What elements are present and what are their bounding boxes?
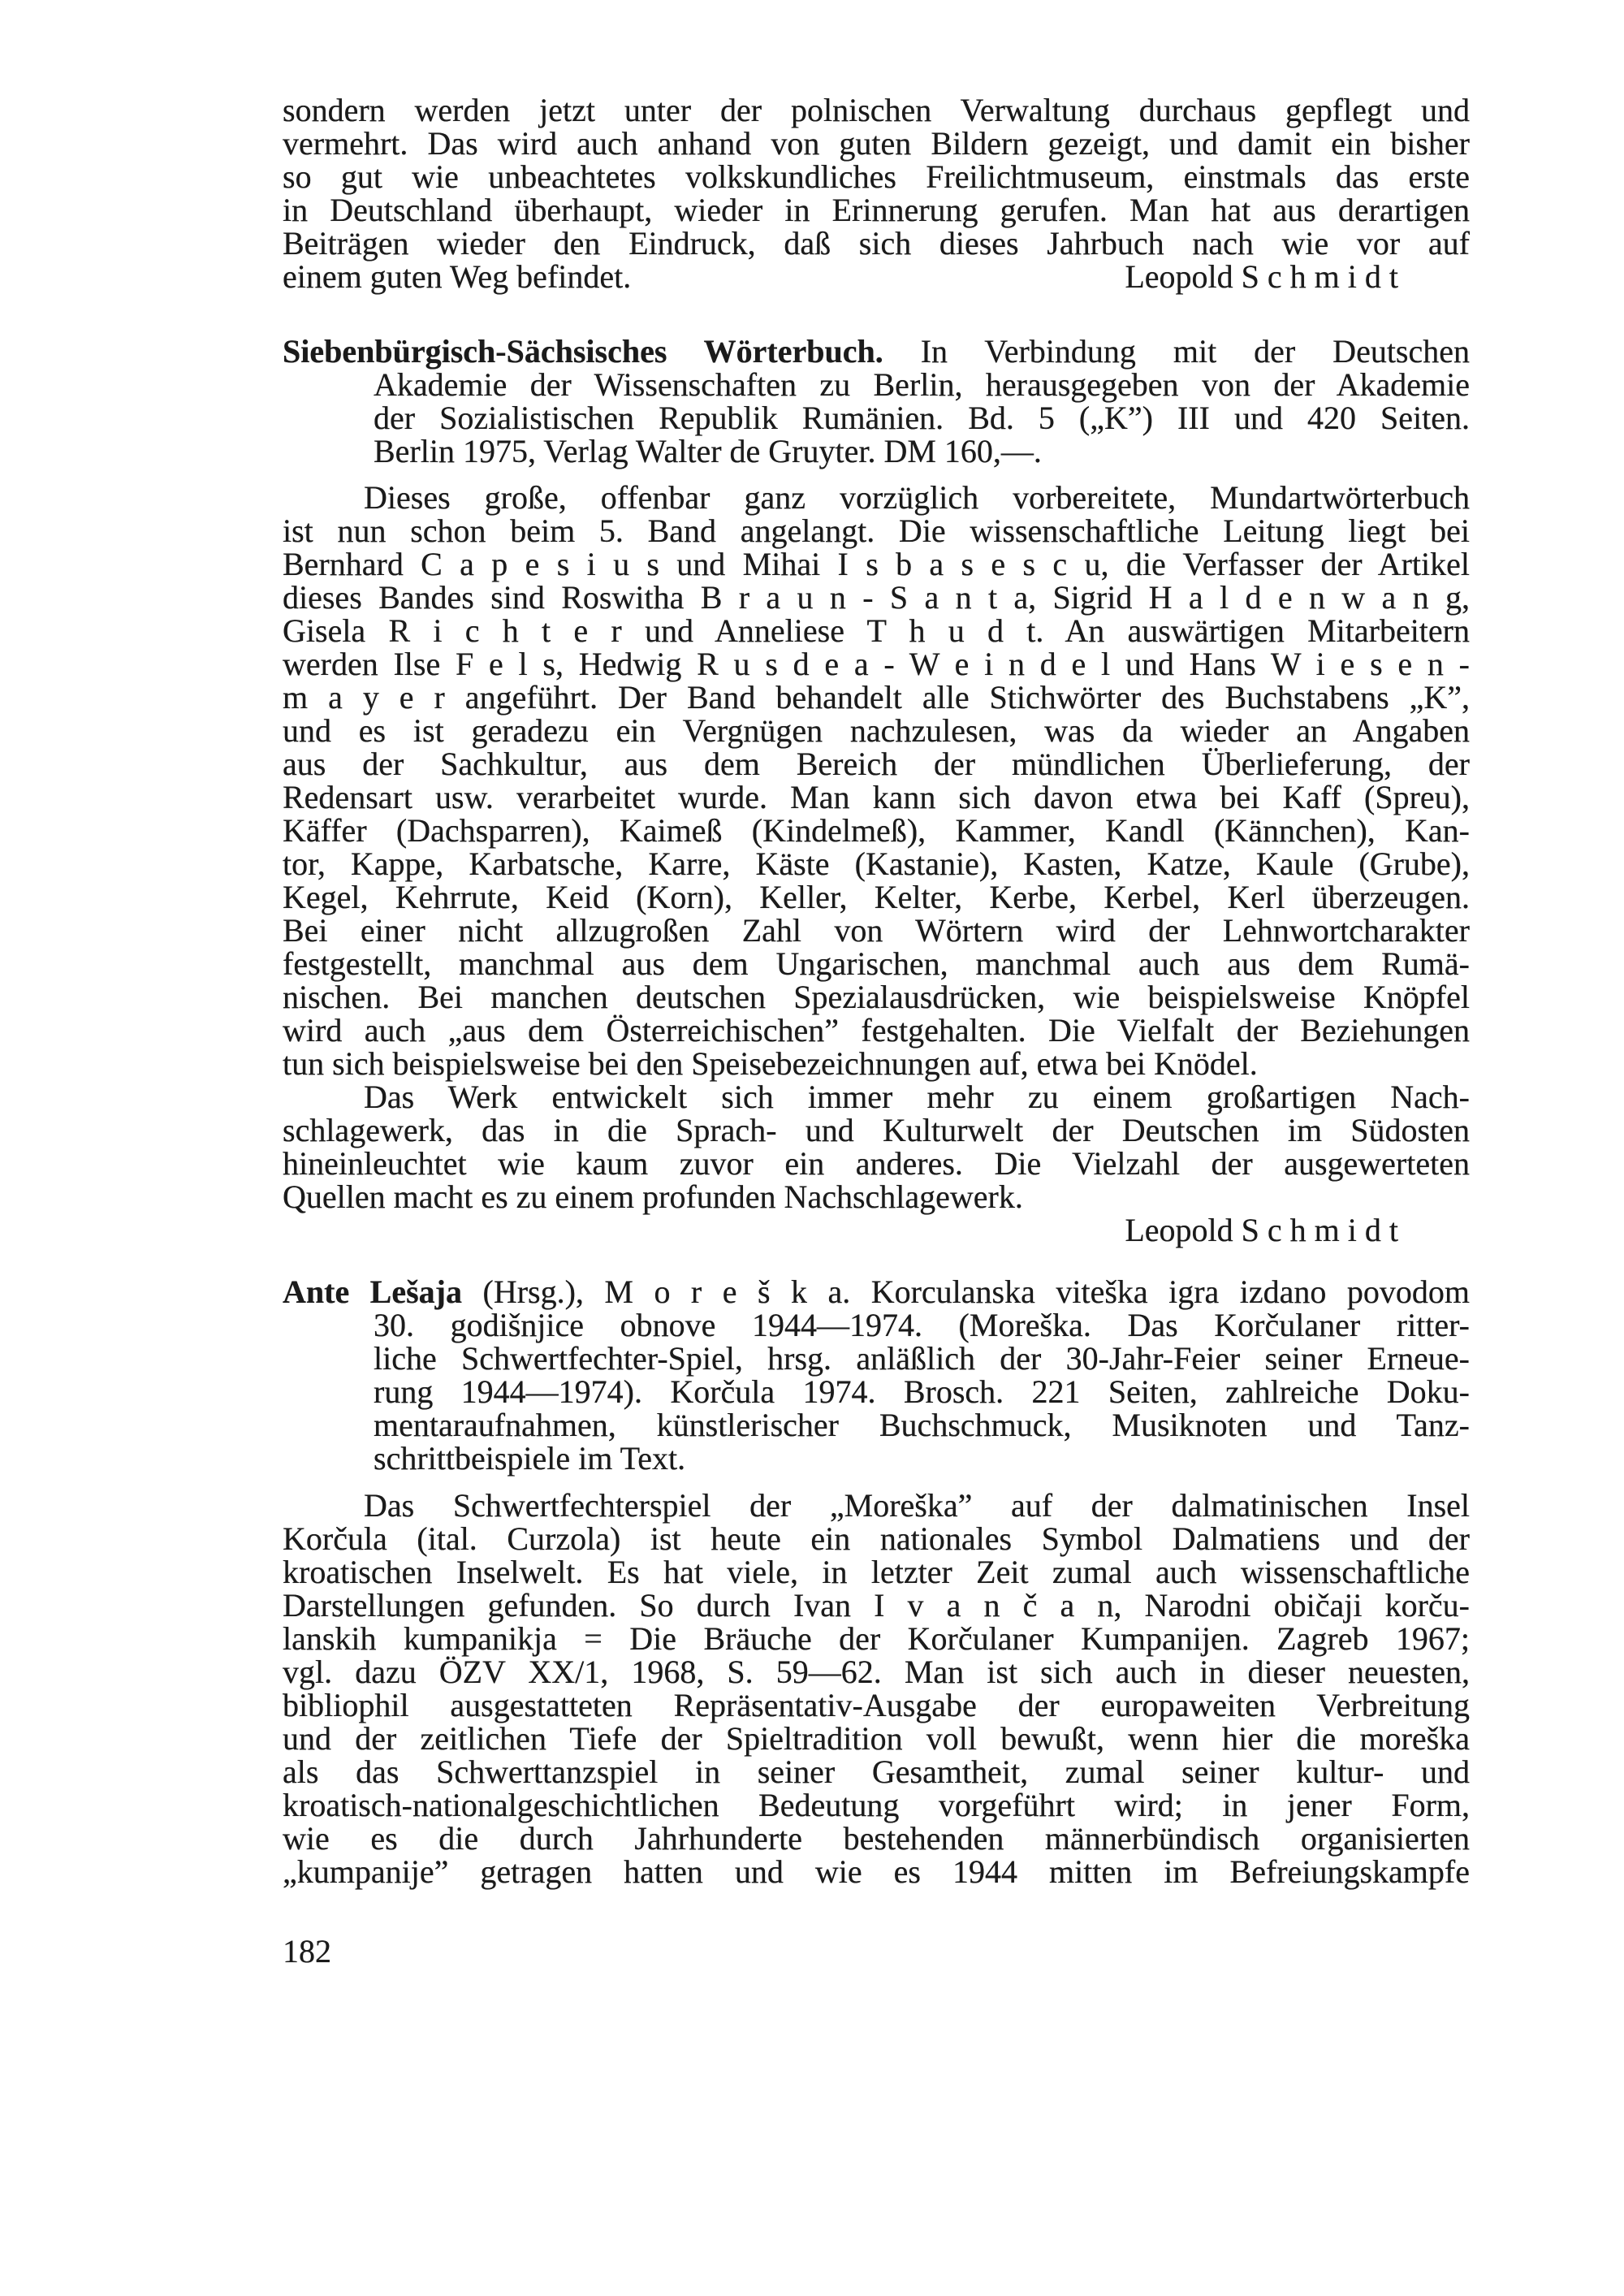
text-column: [283, 93, 1470, 1968]
review2-paragraph-1: [283, 1489, 1470, 1888]
text-line: schrittbeispiele im Text.: [374, 1440, 686, 1477]
bib1-title-line: [283, 335, 1470, 368]
text-line: sondern werden jetzt unter der polnischen Verwaltung durchaus gepflegt und: [283, 92, 1470, 128]
text-line: dieses Bandes sind Roswitha B r a u n - S a n t a, Sigrid H a l d e n w a n g,: [283, 579, 1470, 616]
text-line: Das Werk entwickelt sich immer mehr zu einem großartigen Nach-: [364, 1079, 1470, 1115]
text-line: bibliophil ausgestatteten Repräsentativ-Ausgabe der europaweiten Verbreitung: [283, 1687, 1470, 1723]
text-line: tor, Kappe, Karbatsche, Karre, Käste (Kastanie), Kasten, Katze, Kaule (Grube),: [283, 845, 1470, 882]
text-line: 30. godišnjice obnove 1944—1974. (Moreška. Das Korčulaner ritter-: [374, 1307, 1470, 1343]
text-line: Korčula (ital. Curzola) ist heute ein nationales Symbol Dalmatiens und der: [283, 1520, 1470, 1557]
bib1-detail-lines: [283, 368, 1470, 468]
text-line: Käffer (Dachsparren), Kaimeß (Kindelmeß), Kammer, Kandl (Kännchen), Kan-: [283, 812, 1470, 849]
text-line: Bei einer nicht allzugroßen Zahl von Wörtern wird der Lehnwortcharakter: [283, 912, 1470, 949]
paragraph-intro: [283, 93, 1470, 293]
text-line: und der zeitlichen Tiefe der Spieltradition voll bewußt, wenn hier die moreška: [283, 1720, 1470, 1757]
text-line: Akademie der Wissenschaften zu Berlin, herausgegeben von der Akademie: [374, 366, 1470, 403]
text-line: Quellen macht es zu einem profunden Nachschlagewerk.: [283, 1178, 1023, 1215]
page-number: 182: [283, 1933, 331, 1970]
text-line: Kegel, Kehrrute, Keid (Korn), Keller, Kelter, Kerbe, Kerbel, Kerl überzeugen.: [283, 879, 1470, 915]
text-line: Berlin 1975, Verlag Walter de Gruyter. DM 160,—.: [374, 433, 1042, 469]
text-line: rung 1944—1974). Korčula 1974. Brosch. 221 Seiten, zahlreiche Doku-: [374, 1373, 1470, 1410]
text-line: ist nun schon beim 5. Band angelangt. Die wissenschaftliche Leitung liegt bei: [283, 512, 1470, 549]
text-line: liche Schwertfechter-Spiel, hrsg. anläßlich der 30-Jahr-Feier seiner Erneue-: [374, 1340, 1470, 1377]
text-line: kroatischen Inselwelt. Es hat viele, in letzter Zeit zumal auch wissenschaftliche: [283, 1554, 1470, 1590]
text-line: wie es die durch Jahrhunderte bestehenden männerbündisch organisierten: [283, 1820, 1470, 1857]
text-line: Bernhard C a p e s i u s und Mihai I s b a s e s c u, die Verfasser der Artikel: [283, 546, 1470, 582]
bib1-title-rest: In Verbindung mit der Deutschen: [920, 333, 1471, 370]
reviewer-signature-1: Leopold S c h m i d t: [1125, 258, 1398, 295]
paragraph-intro-lines: [283, 93, 1470, 260]
bibliography-entry-2: [283, 1275, 1470, 1475]
bib1-title-bold: Siebenbürgisch-Sächsisches Wörterbuch.: [283, 333, 883, 370]
text-line: schlagewerk, das in die Sprach- und Kulturwelt der Deutschen im Südosten: [283, 1112, 1470, 1148]
text-line: festgestellt, manchmal aus dem Ungarischen, manchmal auch aus dem Rumä-: [283, 945, 1470, 982]
text-line: werden Ilse F e l s, Hedwig R u s d e a - W e i n d e l und Hans W i e s e n -: [283, 646, 1470, 682]
text-line: kroatisch-nationalgeschichtlichen Bedeutung vorgeführt wird; in jener Form,: [283, 1787, 1470, 1823]
text-line: Gisela R i c h t e r und Anneliese T h u d t. An auswärtigen Mitarbeitern: [283, 612, 1470, 649]
bibliography-entry-1: [283, 335, 1470, 468]
review1-paragraph-1: [283, 481, 1470, 1080]
paragraph-intro-last-text: einem guten Weg befindet.: [283, 258, 632, 295]
text-line: und es ist geradezu ein Vergnügen nachzulesen, was da wieder an Angaben: [283, 712, 1470, 749]
text-line: wird auch „aus dem Österreichischen” festgehalten. Die Vielfalt der Beziehungen: [283, 1012, 1470, 1049]
text-line: vermehrt. Das wird auch anhand von guten Bildern gezeigt, und damit ein bisher: [283, 125, 1470, 162]
bib2-detail-lines: [283, 1308, 1470, 1475]
text-line: nischen. Bei manchen deutschen Spezialausdrücken, wie beispielsweise Knöpfel: [283, 979, 1470, 1015]
text-line: hineinleuchtet wie kaum zuvor ein anderes. Die Vielzahl der ausgewerteten: [283, 1145, 1470, 1182]
bib2-title-line: [283, 1275, 1470, 1308]
text-line: lanskih kumpanikja = Die Bräuche der Korčulaner Kumpanijen. Zagreb 1967;: [283, 1620, 1470, 1657]
text-line: „kumpanije” getragen hatten und wie es 1944 mitten im Befreiungskampfe: [283, 1853, 1470, 1890]
text-line: aus der Sachkultur, aus dem Bereich der mündlichen Überlieferung, der: [283, 746, 1470, 782]
text-line: Beiträgen wieder den Eindruck, daß sich dieses Jahrbuch nach wie vor auf: [283, 225, 1470, 262]
bib2-title-rest: (Hrsg.), M o r e š k a. Korculanska viteška igra izdano povodom: [482, 1273, 1471, 1310]
text-line: vgl. dazu ÖZV XX/1, 1968, S. 59—62. Man ist sich auch in dieser neuesten,: [283, 1654, 1470, 1690]
text-line: Redensart usw. verarbeitet wurde. Man kann sich davon etwa bei Kaff (Spreu),: [283, 779, 1470, 815]
paragraph-intro-last-line: [283, 260, 1470, 293]
text-line: Das Schwertfechterspiel der „Moreška” auf der dalmatinischen Insel: [364, 1487, 1470, 1524]
reviewer-signature-2: Leopold S c h m i d t: [1125, 1212, 1398, 1248]
text-line: in Deutschland überhaupt, wieder in Erinnerung gerufen. Man hat aus derartigen: [283, 192, 1470, 228]
text-line: als das Schwerttanzspiel in seiner Gesamtheit, zumal seiner kultur- und: [283, 1753, 1470, 1790]
text-line: Darstellungen gefunden. So durch Ivan I v a n č a n, Narodni običaji korču-: [283, 1587, 1470, 1624]
text-line: tun sich beispielsweise bei den Speisebezeichnungen auf, etwa bei Knödel.: [283, 1045, 1258, 1082]
text-line: Dieses große, offenbar ganz vorzüglich vorbereitete, Mundartwörterbuch: [364, 479, 1470, 516]
bib2-author-bold: Ante Lešaja: [283, 1273, 463, 1310]
text-line: mentaraufnahmen, künstlerischer Buchschmuck, Musiknoten und Tanz-: [374, 1407, 1470, 1443]
text-line: m a y e r angeführt. Der Band behandelt alle Stichwörter des Buchstabens „K”,: [283, 679, 1470, 716]
text-line: der Sozialistischen Republik Rumänien. Bd. 5 („K”) III und 420 Seiten.: [374, 400, 1470, 436]
review1-paragraph-2: [283, 1080, 1470, 1213]
text-line: so gut wie unbeachtetes volkskundliches Freilichtmuseum, einstmals das erste: [283, 158, 1470, 195]
